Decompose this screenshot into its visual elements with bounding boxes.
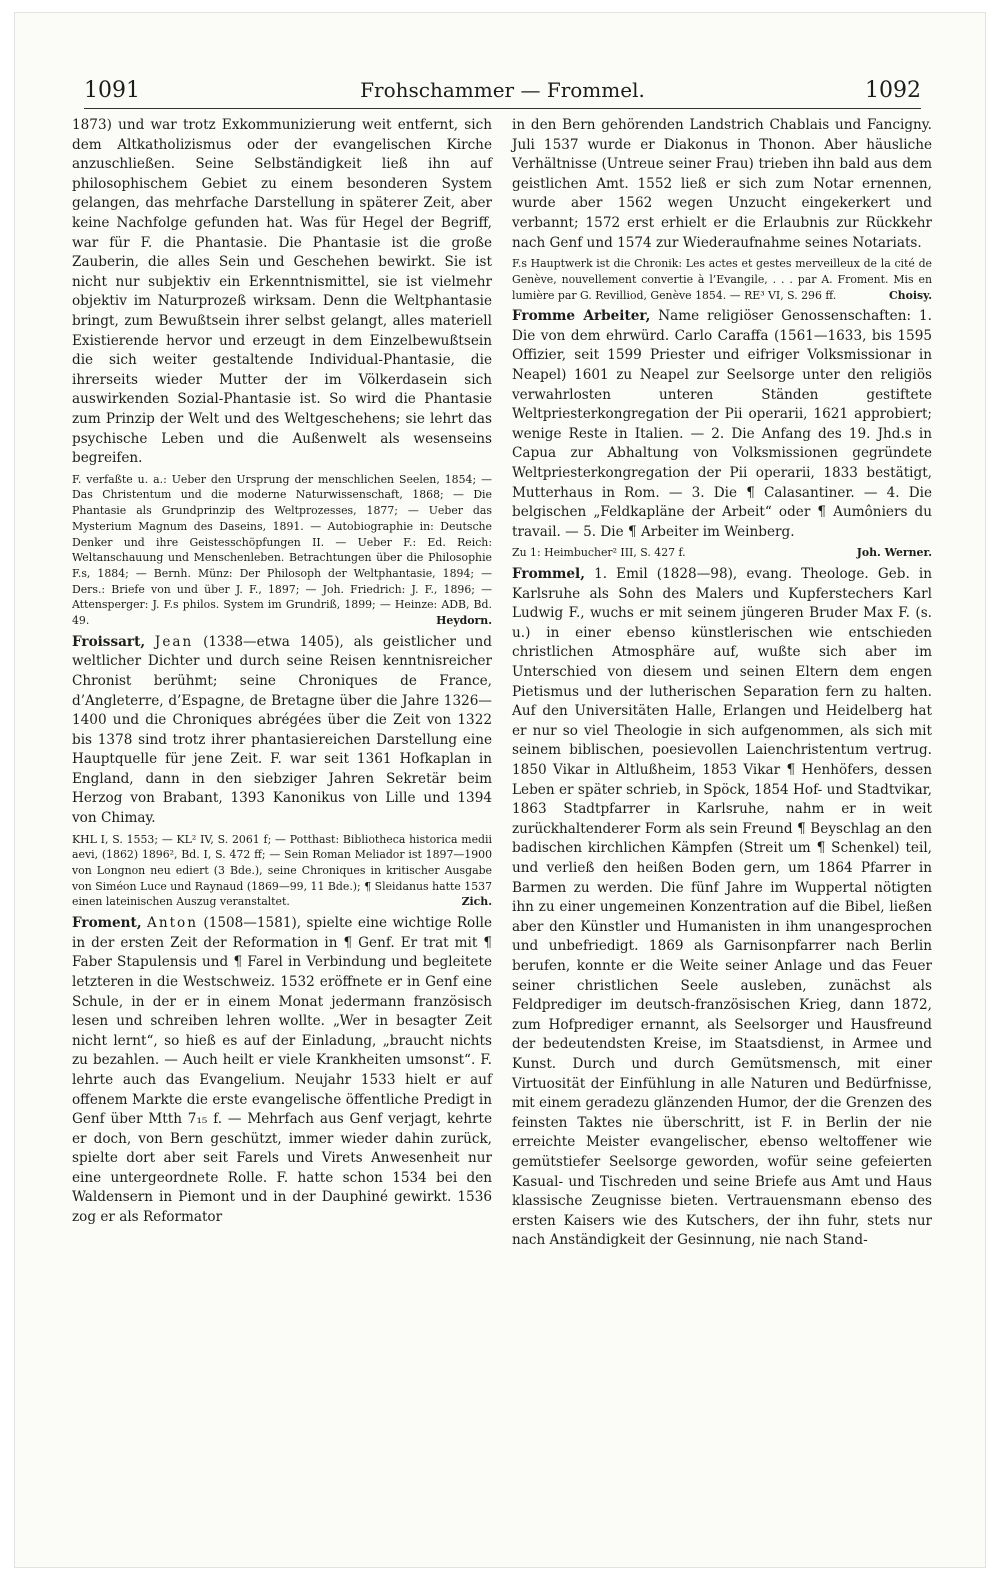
frohschammer-text: 1873) und war trotz Exkommunizierung weit entfernt, sich dem Altkatholizismus oder der evangelischen Kirche anzuschließen. Seine Selbständigkeit ließ ihn auf philosophischem Gebiet zu einem besonderen System gelangen, das mehrfache Darstellung in späterer Zeit, aber keine Nachfolge gefunden hat. Was für Hegel der Begriff, war für F. die Phantasie. Die Phantasie ist die große Zauberin, die alles Sein und Geschehen bewirkt. Sie ist nicht nur subjektiv ein Erkenntnismittel, sie ist vielmehr objektiv im Naturprozeß wirksam. Denn die Weltphantasie bringt, zum Bewußtsein ihrer selbst gelangt, alles materiell Existierende hervor und erzeugt in dem Einzelbewußtsein die sich weiter gestaltende Individual-Phantasie, die ihrerseits wieder Mutter der im Völkerdasein sich auswirkenden Sozial-Phantasie ist. So wird die Phantasie zum Prinzip der Welt und des Weltgeschehens; sie lehrt das psychische Leben und die Außenwelt als wesenseins begreifen. bbox=[72, 117, 492, 467]
author-signature: Choisy. bbox=[889, 288, 932, 302]
entry-fromme-arbeiter bbox=[512, 307, 932, 542]
entry-text: Name religiöser Genossenschaften: 1. Die von dem ehrwürd. Carlo Caraffa (1561—1633, bis 1595 Offizier, seit 1599 Priester und eifriger Volksmissionar in Neapel) 1601 zu Neapel zur Seelsorge unter den religiös verwahrlosten unteren Ständen gestiftete Weltpriesterkongregation der Pii operarii, 1621 approbiert; wenige Reste in Italien. — 2. Die Anfang des 19. Jhd.s in Capua zur Abhaltung von Volksmissionen gegründete Weltpriesterkongregation der Pii operarii, 1833 bestätigt, Mutterhaus in Rom. — 3. Die ¶ Calasantiner. — 4. Die belgischen „Feldkapläne der Arbeit“ oder ¶ Aumôniers du travail. — 5. Die ¶ Arbeiter im Weinberg. bbox=[512, 308, 932, 540]
author-signature: Zich. bbox=[461, 895, 492, 909]
author-signature: Joh. Werner. bbox=[856, 546, 932, 560]
left-column bbox=[72, 116, 492, 1228]
page-number-right: 1092 bbox=[865, 78, 921, 103]
fromme-arbeiter-literature bbox=[512, 545, 932, 561]
entry-text: (1338—etwa 1405), als geistlicher und weltlicher Dichter und durch seine Reisen kenntnisreicher Chronist berühmt; seine Chroniques de France, d’Angleterre, d’Espagne, de Bretagne über die Jahre 1326—1400 und die Chroniques abrégées über die Zeit von 1322 bis 1378 sind trotz ihrer phantasiereichen Darstellung eine Hauptquelle für jene Zeit. F. war seit 1361 Hofkaplan in England, dann in den siebziger Jahren Sekretär beim Herzog von Brabant, 1393 Kanonikus von Lille und 1394 von Chimay. bbox=[72, 633, 493, 827]
froissart-literature bbox=[72, 832, 492, 911]
entry-froment bbox=[72, 914, 492, 1228]
froment-continuation: in den Bern gehörenden Landstrich Chablais und Fancigny. Juli 1537 wurde er Diakonus in Thonon. Aber häusliche Verhältnisse (Untreue seiner Frau) trieben ihn bald aus dem geistlichen Amt. 1552 ließ er sich zum Notar ernennen, wurde aber 1562 wegen Unzucht eingekerkert und verbannt; 1572 erst erhielt er die Erlaubnis zur Rückkehr nach Genf und 1574 zur Wiederaufnahme seines Notariats. bbox=[512, 117, 932, 251]
entry-forename: Anton bbox=[147, 915, 198, 932]
froment-literature bbox=[512, 256, 932, 303]
entry-headword: Fromme Arbeiter, bbox=[512, 308, 651, 325]
literature-text: Zu 1: Heimbucher² III, S. 427 f. bbox=[512, 546, 686, 560]
entry-frommel bbox=[512, 565, 932, 1251]
literature-text: F. verfaßte u. a.: Ueber den Ursprung der menschlichen Seelen, 1854; — Das Christentum und die moderne Naturwissenschaft, 1868; — Die Phantasie als Grundprinzip des Weltprozesses, 1877; — Ueber das Mysterium Magnum des Daseins, 1891. — Autobiographie in: Deutsche Denker und ihre Geistesschöpfungen II. — Ueber F.: Ed. Reich: Weltanschauung und Menschenleben. Betrachtungen über die Philosophie F.s, 1884; — Bernh. Münz: Der Philosoph der Weltphantasie, 1894; — Ders.: Briefe von und über J. F., 1897; — Joh. Friedrich: J. F., 1896; — Attensperger: J. F.s philos. System im Grundriß, 1899; — Heinze: ADB, Bd. 49. bbox=[72, 472, 492, 628]
entry-text: (1508—1581), spielte eine wichtige Rolle in der ersten Zeit der Reformation in ¶ Genf. Er trat mit ¶ Faber Stapulensis und ¶ Farel in Verbindung und begleitete letzteren in die Westschweiz. 1532 eröffnete er in Genf eine Schule, in der er in einem Monat jedermann französisch lesen und schreiben lehren wollte. „Wer in besagter Zeit nicht lernt“, so hieß es auf der Einladung, „braucht nichts zu bezahlen. — Auch heilt er viele Krankheiten umsonst“. F. lehrte auch das Evangelium. Neujahr 1533 hielt er auf offenem Markte die erste evangelische öffentliche Predigt in Genf über Mtth 7₁₅ f. — Mehrfach aus Genf verjagt, kehrte er doch, von Bern geschützt, immer wieder dahin zurück, spielte dort aber seit Farels und Virets Anwesenheit nur eine untergeordnete Rolle. F. hatte schon 1534 bei den Waldensern in Piemont und in der Dauphiné gewirkt. 1536 zog er als Reformator bbox=[72, 915, 492, 1226]
running-title: Frohschammer — Frommel. bbox=[360, 78, 645, 102]
page-number-left: 1091 bbox=[84, 78, 140, 103]
entry-headword: Frommel, bbox=[512, 566, 585, 583]
entry-froissart bbox=[72, 633, 492, 829]
literature-text: F.s Hauptwerk ist die Chronik: Les actes et gestes merveilleux de la cité de Genève, nouvellement convertie à l’Evangile, . . . par A. Froment. Mis en lumière par G. Revilliod, Genève 1854. — RE³ VI, S. 296 ff. bbox=[512, 257, 932, 302]
right-column bbox=[512, 116, 932, 1251]
entry-headword: Froissart, bbox=[72, 633, 146, 650]
page-header bbox=[84, 74, 921, 109]
author-signature: Heydorn. bbox=[436, 614, 492, 628]
frohschammer-literature bbox=[72, 472, 492, 629]
entry-text: 1. Emil (1828—98), evang. Theologe. Geb. in Karlsruhe als Sohn des Malers und Kupferstechers Karl Ludwig F., wuchs er mit seinem jüngeren Bruder Max F. (s. u.) in einer ebenso künstlerischen wie entschieden christlichen Atmosphäre auf, wußte sich aber im Unterschied von diesem und seinen Eltern dem engen Pietismus und der lutherischen Separation fern zu halten. Auf den Universitäten Halle, Erlangen und Heidelberg hat er nur so viel Theologie in sich aufgenommen, als sich mit seinem biblischen, poesievollen Laienchristentum vertrug. 1850 Vikar in Altlußheim, 1853 Vikar ¶ Henhöfers, dessen Leben er später schrieb, in Spöck, 1854 Hof- und Stadtvikar, 1863 Stadtpfarrer in Karlsruhe, nahm er in weit zurückhaltenderer Form als sein Freund ¶ Beyschlag an den badischen kirchlichen Kämpfen (Streit um ¶ Schenkel) teil, und verließ den heißen Boden gern, um 1864 Pfarrer in Barmen zu werden. Die fünf Jahre im Wuppertal nötigten ihn zu einer ungemeinen Konzentration auf die Bibel, ließen aber den Künstler und Humanisten in ihm unangesprochen und unbefriedigt. 1869 als Garnisonpfarrer nach Berlin berufen, konnte er die Weite seiner Anlage und das Feuer seiner christlichen Seele ausleben, zunächst als Feldprediger im deutsch-französischen Krieg, dann 1872, zum Hofprediger ernannt, als Seelsorger und Hausfreund der bedeutendsten Kreise, im Staatsdienst, in Armee und Kunst. Durch und durch Gemütsmensch, mit einer Virtuosität der Einfühlung in alle Naturen und Bedürfnisse, mit einem geradezu glänzenden Humor, der die Grenzen des feinsten Taktes nie überschritt, ist F. in Berlin der nie erreichte Meister evangelischer, ebenso weltoffener wie gemütstiefer Seelsorge geworden, wofür seine gefeierten Kasual- und Tischreden und seine Briefe aus Amt und Haus klassische Zeugnisse bieten. Vertrauensmann ebenso des ersten Kaisers wie des Kutschers, der ihn fuhr, stets nur nach Anständigkeit der Gesinnung, nie nach Stand- bbox=[512, 566, 932, 1249]
entry-headword: Froment, bbox=[72, 915, 142, 932]
entry-forename: Jean bbox=[154, 633, 194, 650]
literature-text: KHL I, S. 1553; — KL² IV, S. 2061 f; — Potthast: Bibliotheca historica medii aevi, (1862) 1896², Bd. I, S. 472 ff; — Sein Roman Meliador ist 1897—1900 von Longnon neu ediert (3 Bde.), seine Chroniques in kritischer Ausgabe von Siméon Luce und Raynaud (1869—99, 11 Bde.); ¶ Sleidanus hatte 1537 einen lateinischen Auszug veranstaltet. bbox=[72, 832, 492, 909]
